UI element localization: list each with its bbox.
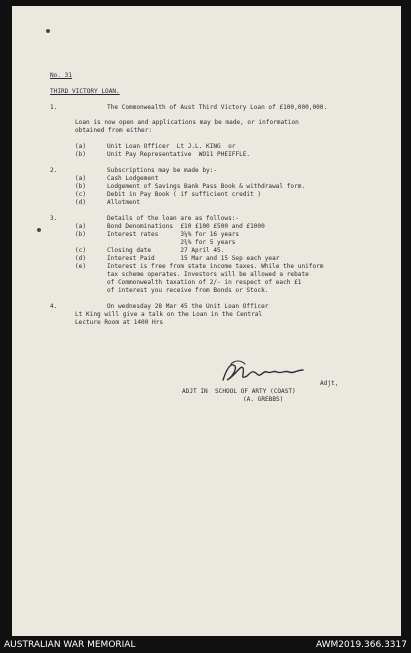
section-3-item-text: tax scheme operates. Investors will be allowed a rebate (107, 271, 309, 278)
section-3-item-letter: (a) (75, 223, 87, 230)
section-1-item-letter: (a) (75, 143, 87, 150)
punch-hole-mark (46, 29, 50, 33)
signature-unit: ADJT IN SCHOOL OF ARTY (COAST) (182, 388, 296, 395)
section-4-number: 4. (50, 303, 58, 310)
document-page (12, 6, 401, 636)
document-heading: THIRD VICTORY LOAN. (50, 88, 120, 95)
section-2-item-text: Debit in Pay Book ( if sufficient credit ) (107, 191, 262, 198)
archive-footer (0, 638, 411, 653)
section-3-item-letter: (c) (75, 247, 87, 254)
footer-accession-number: AWM2019.366.3317 (315, 640, 407, 650)
section-3-item-letter: (b) (75, 231, 87, 238)
section-3-item-text: 2¾% for 5 years (107, 239, 236, 246)
section-2-item-letter: (a) (75, 175, 87, 182)
signature-name: (A. GREBBS) (243, 396, 284, 403)
footer-institution: AUSTRALIAN WAR MEMORIAL (4, 640, 136, 650)
section-2-item-letter: (b) (75, 183, 87, 190)
section-4-line: Lt King will give a talk on the Loan in the Central (75, 311, 263, 318)
section-3-intro: Details of the loan are as follows:- (107, 215, 240, 222)
section-1-number: 1. (50, 104, 58, 111)
document-body (12, 6, 401, 636)
section-3-item-letter: (d) (75, 255, 87, 262)
section-3-item-text: Bond Denominations £10 £100 £500 and £1000 (107, 223, 265, 230)
section-1-item-letter: (b) (75, 151, 87, 158)
section-3-item-text: Closing date 27 April 45. (107, 247, 225, 254)
section-2-item-text: Lodgement of Savings Bank Pass Book & withdrawal form. (107, 183, 306, 190)
section-1-note-line: Loan is now open and applications may be made, or information (75, 119, 299, 126)
section-3-item-letter: (e) (75, 263, 87, 270)
section-3-item-text: of Commonwealth taxation of 2/- in respect of each £1 (107, 279, 302, 286)
section-4-line: Lecture Room at 1400 Hrs (75, 319, 164, 326)
section-2-item-text: Cash Lodgement (107, 175, 159, 182)
section-4-line: On wednesday 28 Mar 45 the Unit Loan Officer (107, 303, 269, 310)
punch-hole-mark (37, 228, 41, 232)
section-2-item-letter: (c) (75, 191, 87, 198)
section-3-item-text: of interest you receive from Bonds or Stock. (107, 287, 269, 294)
section-3-number: 3. (50, 215, 58, 222)
section-3-item-text: Interest is free from state income taxes. While the uniform (107, 263, 324, 270)
signature-role: Adjt, (320, 380, 339, 387)
handwritten-signature (217, 358, 307, 386)
section-1-paragraph: The Commonwealth of Aust Third Victory Loan of £100,000,000. (107, 104, 328, 111)
section-2-item-text: Allotment (107, 199, 141, 206)
section-1-item-text: Unit Pay Representative WO11 PHEIFFLE. (107, 151, 251, 158)
section-2-item-letter: (d) (75, 199, 87, 206)
memo-number: No. 31 (50, 72, 73, 79)
section-1-item-text: Unit Loan Officer Lt J.L. KING or (107, 143, 236, 150)
section-2-number: 2. (50, 167, 58, 174)
section-1-note-line: obtained from either: (75, 127, 153, 134)
section-2-intro: Subscriptions may be made by:- (107, 167, 218, 174)
section-3-item-text: Interest Paid 15 Mar and 15 Sep each year (107, 255, 280, 262)
section-3-item-text: Interest rates 3¼% for 16 years (107, 231, 240, 238)
